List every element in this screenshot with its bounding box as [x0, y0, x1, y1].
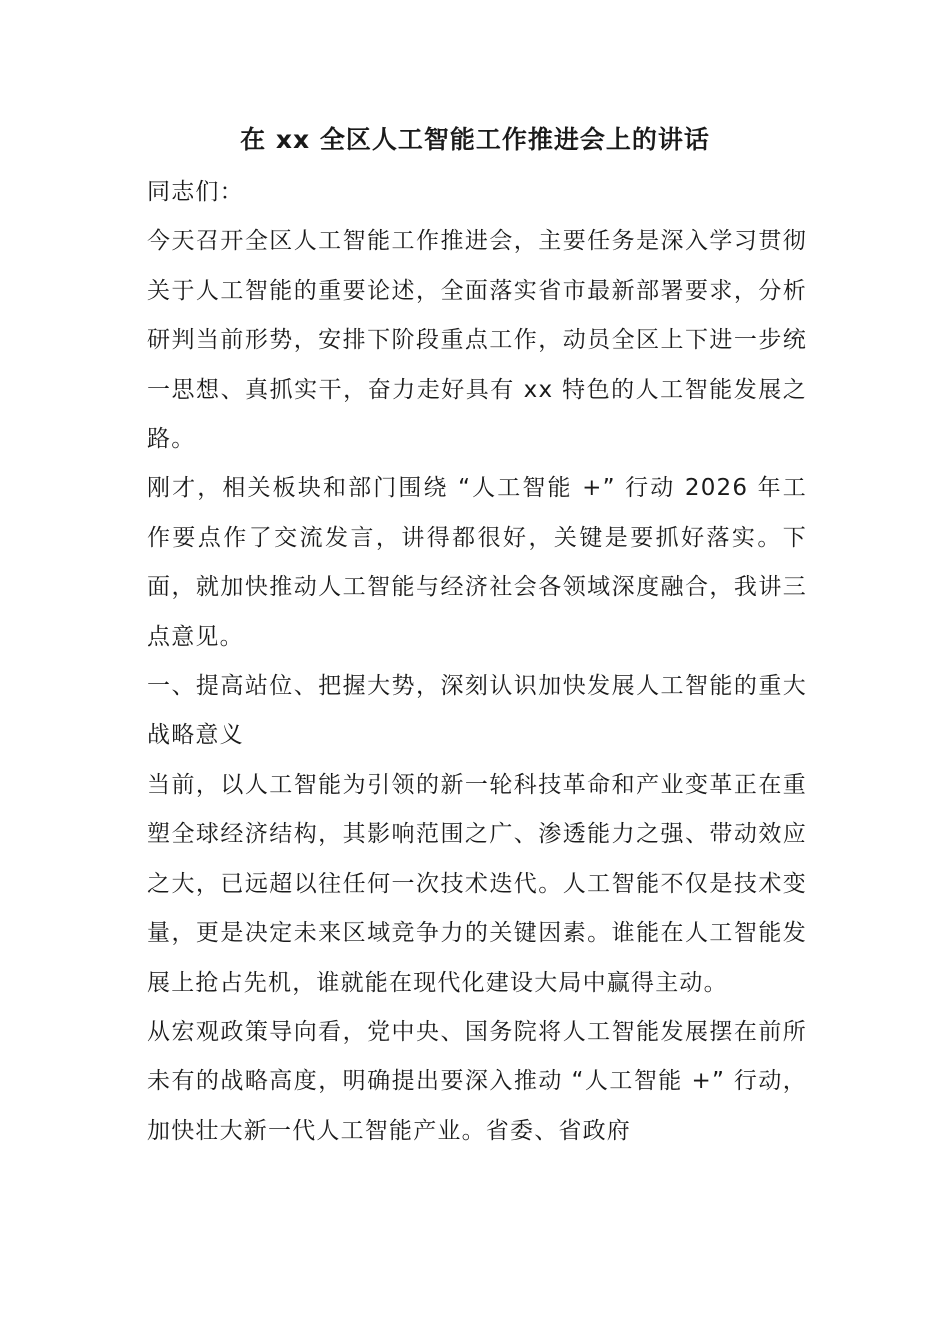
paragraph-transition: 刚才，相关板块和部门围绕 “人工智能 +” 行动 2026 年工作要点作了交流发言，讲得都很好，关键是要抓好落实。下面，就加快推动人工智能与经济社会各领域深度融合，我讲三点意见。	[147, 475, 807, 650]
paragraph-policy-orientation: 从宏观政策导向看，党中央、国务院将人工智能发展摆在前所未有的战略高度，明确提出要深入推动 “人工智能 +” 行动，加快壮大新一代人工智能产业。省委、省政府	[147, 1018, 807, 1144]
paragraph-current-situation: 当前，以人工智能为引领的新一轮科技革命和产业变革正在重塑全球经济结构，其影响范围之广、渗透能力之强、带动效应之大，已远超以往任何一次技术迭代。人工智能不仅是技术变量，更是决定未来区域竞争力的关键因素。谁能在人工智能发展上抢占先机，谁就能在现代化建设大局中赢得主动。	[147, 771, 807, 996]
salutation: 同志们：	[147, 179, 244, 205]
section-heading-1: 一、提高站位、把握大势，深刻认识加快发展人工智能的重大战略意义	[147, 673, 807, 749]
document-body	[147, 168, 807, 1156]
paragraph-opening: 今天召开全区人工智能工作推进会，主要任务是深入学习贯彻关于人工智能的重要论述，全面落实省市最新部署要求，分析研判当前形势，安排下阶段重点工作，动员全区上下进一步统一思想、真抓实干，奋力走好具有 xx 特色的人工智能发展之路。	[147, 228, 807, 453]
document-title: 在 xx 全区人工智能工作推进会上的讲话	[240, 125, 710, 154]
